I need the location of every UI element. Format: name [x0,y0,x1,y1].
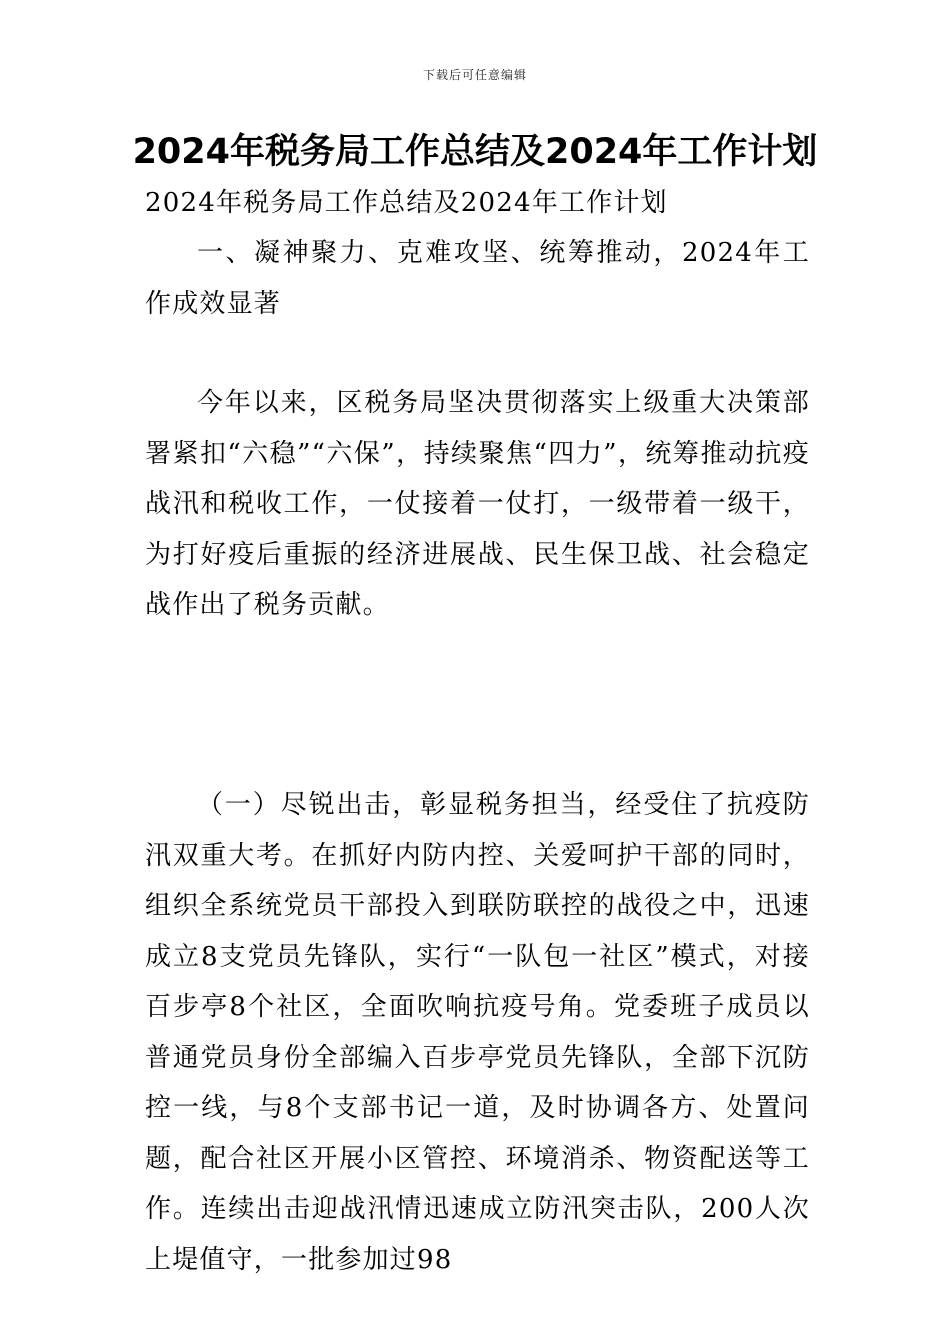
paragraph: 今年以来，区税务局坚决贯彻落实上级重大决策部署紧扣“六稳”“六保”，持续聚焦“四力”，统筹推动抗疫战汛和税收工作，一仗接着一仗打，一级带着一级干，为打好疫后重振的经济进展战、民生保卫战、社会稳定战作出了税务贡献。 [145,388,810,620]
paragraph: （一）尽锐出击，彰显税务担当，经受住了抗疫防汛双重大考。在抓好内防内控、关爱呵护干部的同时，组织全系统党员干部投入到联防联控的战役之中，迅速成立8支党员先锋队，实行“一队包一社区”模式，对接百步亭8个社区，全面吹响抗疫号角。党委班子成员以普通党员身份全部编入百步亭党员先锋队，全部下沉防控一线，与8个支部书记一道，及时协调各方、处置问题，配合社区开展小区管控、环境消杀、物资配送等工作。连续出击迎战汛情迅速成立防汛突击队，200人次上堤值守，一批参加过98 [145,790,810,1275]
document-subtitle: 2024年税务局工作总结及2024年工作计划 [145,188,668,218]
section-heading: 一、凝神聚力、克难攻坚、统筹推动，2024年工作成效显著 [145,238,810,319]
header-note: 下载后可任意编辑 [422,68,527,82]
document-title: 2024年税务局工作总结及2024年工作计划 [132,132,818,172]
